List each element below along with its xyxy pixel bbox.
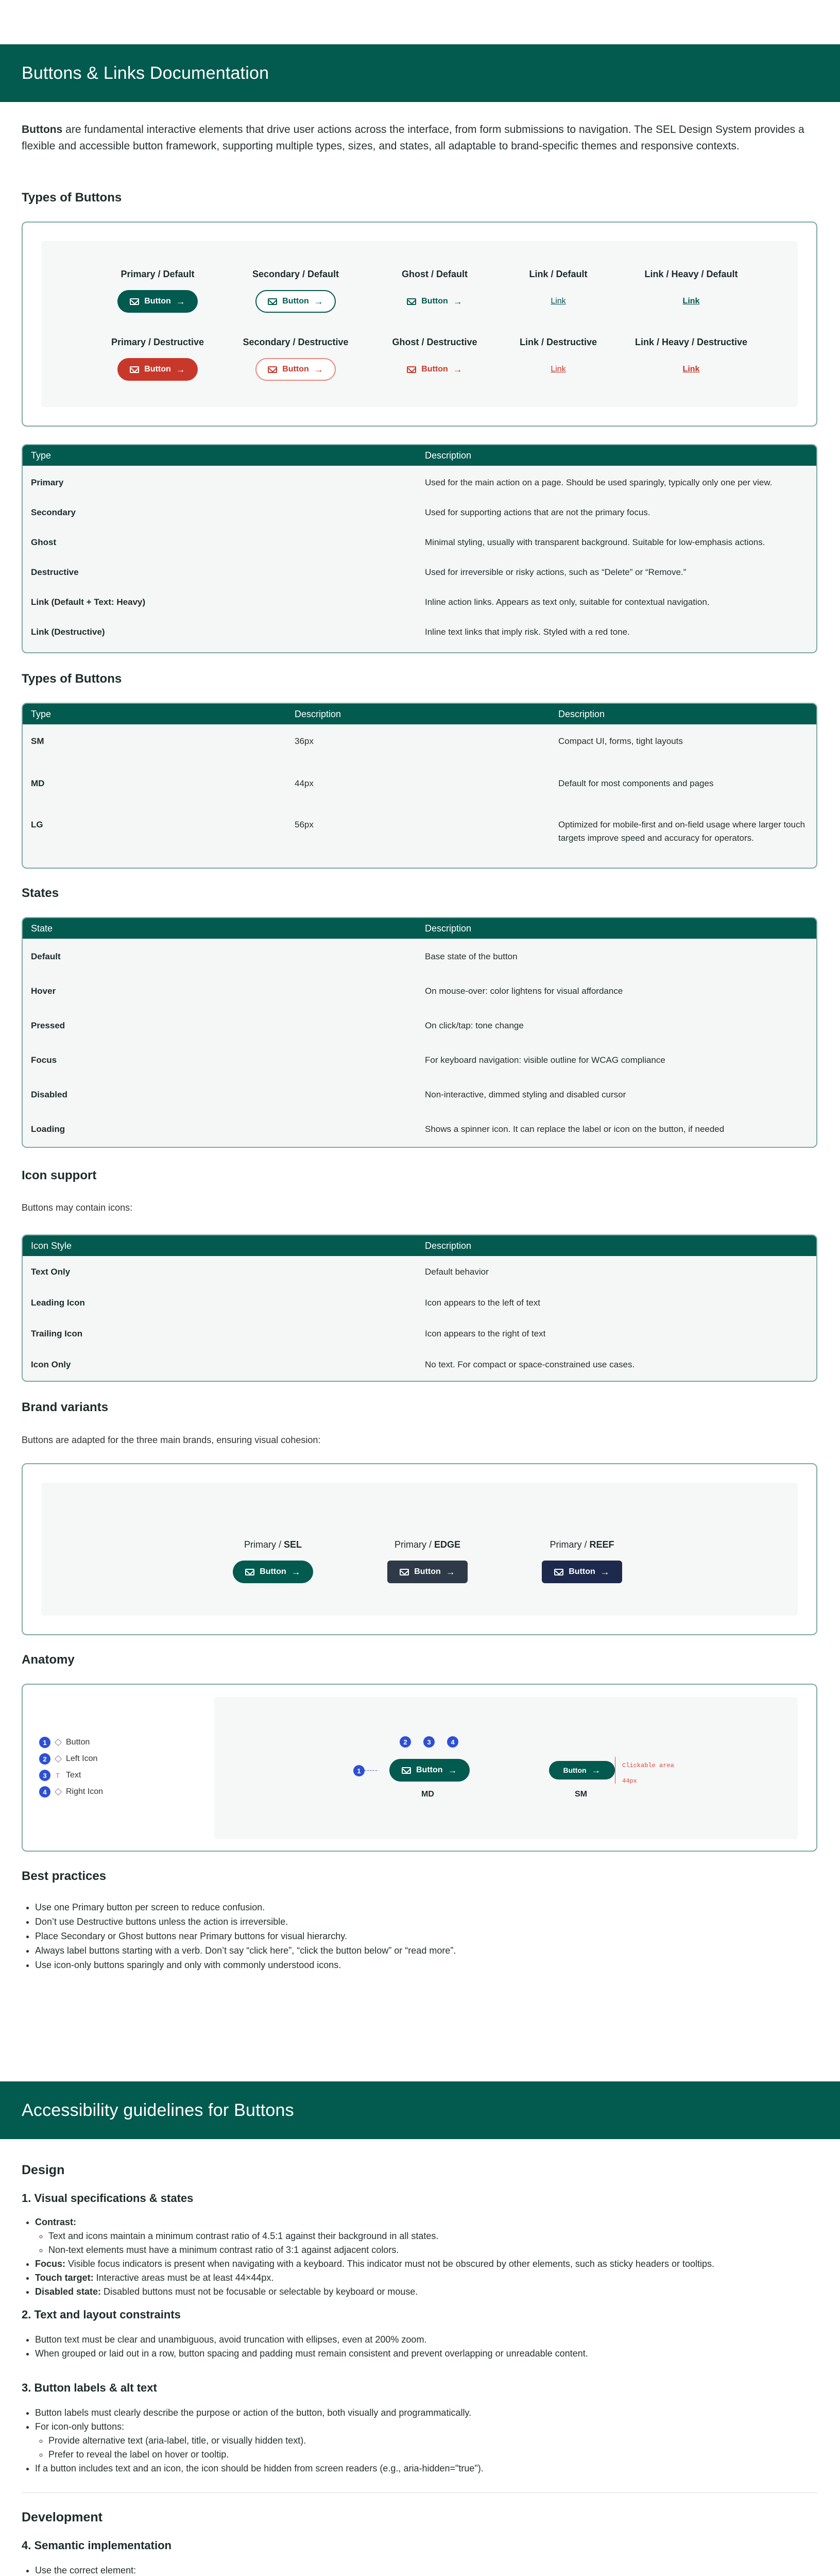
cell-description: Icon appears to the right of text <box>425 1329 546 1338</box>
cell-primary-default <box>91 269 225 313</box>
cell-description: No text. For compact or space-constrained use cases. <box>425 1360 635 1369</box>
table-row <box>23 1008 816 1042</box>
header-description: Description <box>425 923 472 934</box>
table-row <box>23 1349 816 1380</box>
list-item <box>35 2420 817 2462</box>
states-table <box>22 917 817 1148</box>
cell-size: LG <box>31 820 43 829</box>
mail-icon <box>245 1569 254 1575</box>
cell-description: On mouse-over: color lightens for visual affordance <box>425 986 623 996</box>
diamond-icon <box>55 1739 62 1746</box>
touch-label: Touch target: <box>35 2273 94 2283</box>
reef-primary-button[interactable] <box>542 1561 622 1583</box>
cell-usage: Compact UI, forms, tight layouts <box>558 736 683 746</box>
label-brand-reef <box>515 1539 649 1550</box>
text-layout-list <box>22 2333 817 2361</box>
sm-label: SM <box>575 1790 587 1799</box>
cell-type: Link (Destructive) <box>31 627 105 637</box>
cell-size: SM <box>31 736 44 746</box>
list-item <box>35 2564 817 2576</box>
touch-text: Interactive areas must be at least 44×44px. <box>93 2273 274 2283</box>
cell-primary-destructive <box>91 337 225 381</box>
brand-prefix: Primary / <box>244 1539 284 1550</box>
label-link-destructive: Link / Destructive <box>519 337 597 347</box>
list-item: • Don’t use Destructive buttons unless the action is irreversible. <box>35 1914 817 1929</box>
cell-secondary-destructive <box>229 337 363 381</box>
cell-link-default <box>491 269 625 313</box>
mail-icon <box>400 1569 409 1575</box>
button-text: Button <box>414 1567 441 1576</box>
intro-bold: Buttons <box>22 124 63 135</box>
visual-spec-heading: 1. Visual specifications & states <box>22 2192 194 2205</box>
cell-icon-style: Icon Only <box>31 1360 71 1369</box>
label-secondary-default: Secondary / Default <box>252 269 339 279</box>
cell-description: Used for the main action on a page. Should be used sparingly, typically only one per view. <box>425 478 773 487</box>
table-header <box>23 445 816 466</box>
list-item <box>35 2257 817 2271</box>
sel-primary-button[interactable] <box>233 1561 313 1583</box>
development-heading: Development <box>22 2510 102 2524</box>
brand-canvas <box>41 1483 798 1616</box>
brand-prefix: Primary / <box>550 1539 590 1550</box>
legend-item <box>39 1767 103 1784</box>
anatomy-canvas <box>214 1697 798 1839</box>
arrow-right-icon: → <box>600 1567 610 1577</box>
mail-icon <box>268 298 277 305</box>
label-primary-destructive: Primary / Destructive <box>111 337 204 347</box>
arrow-right-icon: → <box>591 1765 601 1775</box>
label-brand-edge <box>361 1539 494 1550</box>
anatomy-legend <box>39 1734 103 1800</box>
mail-icon <box>402 1767 411 1774</box>
button-text: Button <box>563 1766 587 1774</box>
list-item: • Use one Primary button per screen to reduce confusion. <box>35 1900 817 1914</box>
marker-badge: 3 <box>39 1770 50 1781</box>
cell-description: Icon appears to the left of text <box>425 1298 540 1308</box>
button-text: Button <box>144 297 171 306</box>
cell-link-heavy-default <box>624 269 758 313</box>
label-brand-sel <box>206 1539 340 1550</box>
link-heavy-destructive[interactable]: Link <box>682 365 700 374</box>
button-text: Button <box>282 297 309 306</box>
header-description: Description <box>425 1240 472 1251</box>
table-row <box>23 498 816 528</box>
cell-description: Default behavior <box>425 1267 489 1277</box>
mail-icon <box>554 1569 563 1575</box>
table-row <box>23 1077 816 1111</box>
anatomy-showcase <box>22 1684 817 1852</box>
text-icon: T <box>56 1771 60 1780</box>
cell-state: Disabled <box>31 1090 67 1099</box>
legend-label: Right Icon <box>66 1787 104 1796</box>
header-type: Type <box>31 450 52 461</box>
cell-icon-style: Trailing Icon <box>31 1329 83 1338</box>
page-title-banner <box>0 44 840 102</box>
button-text: Button <box>421 297 448 306</box>
label-primary-default: Primary / Default <box>121 269 195 279</box>
label-ghost-destructive: Ghost / Destructive <box>392 337 477 347</box>
intro-paragraph <box>22 122 817 155</box>
mail-icon <box>130 298 139 305</box>
cell-state: Hover <box>31 986 56 996</box>
list-item: • Place Secondary or Ghost buttons near Primary buttons for visual hierarchy. <box>35 1929 817 1943</box>
cell-height: 56px <box>295 820 314 829</box>
button-labels-heading: 3. Button labels & alt text <box>22 2381 157 2394</box>
button-text: Button <box>416 1766 443 1774</box>
cell-link-destructive <box>491 337 625 381</box>
types-canvas <box>41 241 798 407</box>
cell-icon-style: Leading Icon <box>31 1298 85 1308</box>
diamond-icon <box>55 1755 62 1762</box>
states-heading: States <box>22 886 59 900</box>
cell-type: Ghost <box>31 537 57 547</box>
legend-label: Text <box>66 1771 81 1780</box>
list-item: • Use icon-only buttons sparingly and only with commonly understood icons. <box>35 1958 817 1972</box>
cell-state: Loading <box>31 1124 65 1134</box>
brand-variants-note: Buttons are adapted for the three main brands, ensuring visual cohesion: <box>22 1435 321 1445</box>
legend-label: Left Icon <box>66 1754 98 1763</box>
visual-spec-list <box>22 2215 817 2299</box>
cell-description: Minimal styling, usually with transparent background. Suitable for low-emphasis actions. <box>425 537 765 547</box>
cell-brand-sel <box>206 1539 340 1583</box>
list-item <box>35 2285 817 2299</box>
mail-icon <box>407 298 416 305</box>
marker-badge-2: 2 <box>400 1736 411 1748</box>
cell-size: MD <box>31 778 45 788</box>
icon-only-label: For icon-only buttons: <box>35 2421 125 2432</box>
header-description: Description <box>425 450 472 461</box>
cell-height: 36px <box>295 736 314 746</box>
ghost-default-button[interactable] <box>395 290 475 313</box>
cell-link-heavy-destructive <box>624 337 758 381</box>
list-item <box>35 2215 817 2257</box>
cell-description: Base state of the button <box>425 952 518 961</box>
types-showcase <box>22 222 817 427</box>
icon-style-table <box>22 1234 817 1382</box>
focus-text: Visible focus indicators is present when navigating with a keyboard. This indicator must not be obscured by other elements, such as sticky headers or tooltips. <box>65 2259 715 2269</box>
secondary-default-button[interactable] <box>255 290 336 313</box>
button-text: Button <box>569 1567 595 1576</box>
cell-description: On click/tap: tone change <box>425 1021 524 1030</box>
label-secondary-destructive: Secondary / Destructive <box>243 337 349 347</box>
primary-destructive-button[interactable] <box>117 358 198 381</box>
table-row <box>23 1287 816 1318</box>
cell-description: Shows a spinner icon. It can replace the label or icon on the button, if needed <box>425 1124 725 1134</box>
arrow-right-icon: → <box>445 1567 455 1577</box>
anatomy-heading: Anatomy <box>22 1653 75 1667</box>
semantic-list <box>22 2564 817 2576</box>
table-header <box>23 1235 816 1256</box>
intro-text: are fundamental interactive elements that drive user actions across the interface, from form submissions to navigation. The SEL Design System provides a flexible and accessible button framework, supporting multiple types, sizes, and states, all adaptable to brand-specific themes and responsive contexts. <box>22 124 804 152</box>
label-link-heavy-destructive: Link / Heavy / Destructive <box>635 337 748 347</box>
ghost-destructive-button[interactable] <box>395 358 475 381</box>
icon-support-note: Buttons may contain icons: <box>22 1202 133 1213</box>
brand-prefix: Primary / <box>394 1539 434 1550</box>
marker-badge: 1 <box>39 1737 50 1748</box>
arrow-right-icon: → <box>176 296 185 307</box>
sizes-heading: Types of Buttons <box>22 672 122 686</box>
cell-type: Secondary <box>31 507 76 517</box>
cell-description: Non-interactive, dimmed styling and disabled cursor <box>425 1090 626 1099</box>
design-heading: Design <box>22 2163 65 2177</box>
mail-icon <box>130 366 139 373</box>
types-table <box>22 444 817 653</box>
contrast-label: Contrast: <box>35 2217 76 2227</box>
table-row <box>23 1256 816 1287</box>
secondary-destructive-button[interactable] <box>255 358 336 381</box>
cell-state: Focus <box>31 1055 57 1065</box>
table-row <box>23 939 816 973</box>
list-item: ◦ Prefer to reveal the label on hover or tooltip. <box>48 2448 817 2462</box>
icon-support-heading: Icon support <box>22 1168 97 1182</box>
cell-ghost-default <box>368 269 502 313</box>
list-item: • Always label buttons starting with a verb. Don’t say “click here”, “click the button below” or “read more”. <box>35 1943 817 1958</box>
text-layout-heading: 2. Text and layout constraints <box>22 2308 181 2321</box>
cell-description: Used for supporting actions that are not the primary focus. <box>425 507 650 517</box>
anatomy-sm-button[interactable] <box>549 1761 615 1780</box>
cell-brand-reef <box>515 1539 649 1583</box>
header-state: State <box>31 923 53 934</box>
button-text: Button <box>421 365 448 374</box>
label-link-default: Link / Default <box>529 269 588 279</box>
cell-type: Link (Default + Text: Heavy) <box>31 597 146 607</box>
accessibility-title: Accessibility guidelines for Buttons <box>22 2100 294 2120</box>
table-row <box>23 1111 816 1146</box>
list-item: • If a button includes text and an icon, the icon should be hidden from screen readers (e.g., aria-hidden="true"). <box>35 2462 817 2476</box>
cell-ghost-destructive <box>368 337 502 381</box>
brand-name: SEL <box>284 1539 302 1550</box>
semantic-heading: 4. Semantic implementation <box>22 2539 172 2552</box>
list-item: ◦ Non-text elements must have a minimum contrast ratio of 3:1 against adjacent colors. <box>48 2243 817 2257</box>
list-item: ◦ Provide alternative text (aria-label, title, or visually hidden text). <box>48 2434 817 2448</box>
arrow-right-icon: → <box>291 1567 301 1577</box>
edge-primary-button[interactable] <box>387 1561 468 1583</box>
cell-type: Primary <box>31 478 64 487</box>
cell-usage: Default for most components and pages <box>558 778 714 788</box>
disabled-text: Disabled buttons must not be focusable or selectable by keyboard or mouse. <box>101 2286 418 2297</box>
arrow-right-icon: → <box>176 364 185 375</box>
table-row <box>23 557 816 587</box>
button-labels-list <box>22 2406 817 2476</box>
arrow-right-icon: → <box>448 1765 457 1775</box>
clickable-area-size: 44px <box>622 1777 637 1785</box>
marker-badge: 4 <box>39 1786 50 1798</box>
arrow-right-icon: → <box>453 364 462 375</box>
table-row <box>23 587 816 617</box>
table-row <box>23 1318 816 1349</box>
label-link-heavy-default: Link / Heavy / Default <box>644 269 738 279</box>
md-label: MD <box>421 1790 434 1799</box>
cell-type: Destructive <box>31 567 79 577</box>
cell-secondary-default <box>229 269 363 313</box>
focus-label: Focus: <box>35 2259 66 2269</box>
cell-description: Used for irreversible or risky actions, such as “Delete” or “Remove.” <box>425 567 687 577</box>
arrow-right-icon: → <box>314 364 323 375</box>
legend-item <box>39 1734 103 1751</box>
cell-usage: Optimized for mobile-first and on-field usage where larger touch targets improve speed and accuracy for operators. <box>558 820 805 843</box>
header-description-2: Description <box>558 708 605 719</box>
cell-brand-edge <box>361 1539 494 1583</box>
table-row <box>23 1042 816 1077</box>
best-practices-list <box>22 1900 817 1972</box>
list-item: ◦ Text and icons maintain a minimum contrast ratio of 4.5:1 against their background in all states. <box>48 2229 817 2243</box>
legend-item <box>39 1751 103 1767</box>
marker-badge-1: 1 <box>353 1765 365 1776</box>
brand-name: REEF <box>589 1539 614 1550</box>
types-heading: Types of Buttons <box>22 191 122 205</box>
anatomy-md-button[interactable] <box>389 1759 470 1782</box>
cell-state: Default <box>31 952 61 961</box>
primary-default-button[interactable] <box>117 290 198 313</box>
sizes-table <box>22 703 817 869</box>
cell-icon-style: Text Only <box>31 1267 71 1277</box>
correct-element-label: Use the correct element: <box>35 2565 136 2575</box>
list-item <box>35 2271 817 2285</box>
clickable-area-label: Clickable area <box>622 1762 674 1769</box>
best-practices-heading: Best practices <box>22 1869 107 1883</box>
table-row <box>23 724 816 770</box>
table-row <box>23 466 816 498</box>
link-heavy-default[interactable]: Link <box>682 297 700 306</box>
button-text: Button <box>282 365 309 374</box>
cell-description: Inline action links. Appears as text only, suitable for contextual navigation. <box>425 597 710 607</box>
header-type: Type <box>31 708 52 719</box>
table-row <box>23 617 816 647</box>
accessibility-banner <box>0 2081 840 2139</box>
arrow-right-icon: → <box>453 296 462 307</box>
disabled-label: Disabled state: <box>35 2286 101 2297</box>
list-item: • Button labels must clearly describe the purpose or action of the button, both visually and programmatically. <box>35 2406 817 2420</box>
brand-variants-heading: Brand variants <box>22 1400 109 1414</box>
list-item: • Button text must be clear and unambiguous, avoid truncation with ellipses, even at 200% zoom. <box>35 2333 817 2347</box>
marker-badge-4: 4 <box>447 1736 458 1748</box>
table-row <box>23 815 816 867</box>
table-row <box>23 770 816 815</box>
arrow-right-icon: → <box>314 296 323 307</box>
table-header <box>23 918 816 939</box>
cell-height: 44px <box>295 778 314 788</box>
label-ghost-default: Ghost / Default <box>401 269 468 279</box>
clickable-area-bracket <box>615 1757 617 1784</box>
link-destructive[interactable]: Link <box>551 365 566 374</box>
brand-name: EDGE <box>434 1539 461 1550</box>
page-title: Buttons & Links Documentation <box>22 63 269 83</box>
cell-state: Pressed <box>31 1021 65 1030</box>
mail-icon <box>407 366 416 373</box>
marker-badge: 2 <box>39 1753 50 1765</box>
brand-showcase <box>22 1463 817 1635</box>
mail-icon <box>268 366 277 373</box>
marker-badge-3: 3 <box>423 1736 435 1748</box>
cell-description: Inline text links that imply risk. Styled with a red tone. <box>425 627 630 637</box>
cell-description: For keyboard navigation: visible outline for WCAG compliance <box>425 1055 665 1065</box>
legend-label: Button <box>66 1738 90 1747</box>
table-row <box>23 528 816 557</box>
table-header <box>23 704 816 724</box>
header-description: Description <box>295 708 341 719</box>
legend-item <box>39 1784 103 1800</box>
table-row <box>23 973 816 1008</box>
button-text: Button <box>260 1567 286 1576</box>
header-icon-style: Icon Style <box>31 1240 72 1251</box>
diamond-icon <box>55 1788 62 1795</box>
link-default[interactable]: Link <box>551 297 566 306</box>
button-text: Button <box>144 365 171 374</box>
list-item: • When grouped or laid out in a row, button spacing and padding must remain consistent and prevent overlapping or unreadable content. <box>35 2347 817 2361</box>
